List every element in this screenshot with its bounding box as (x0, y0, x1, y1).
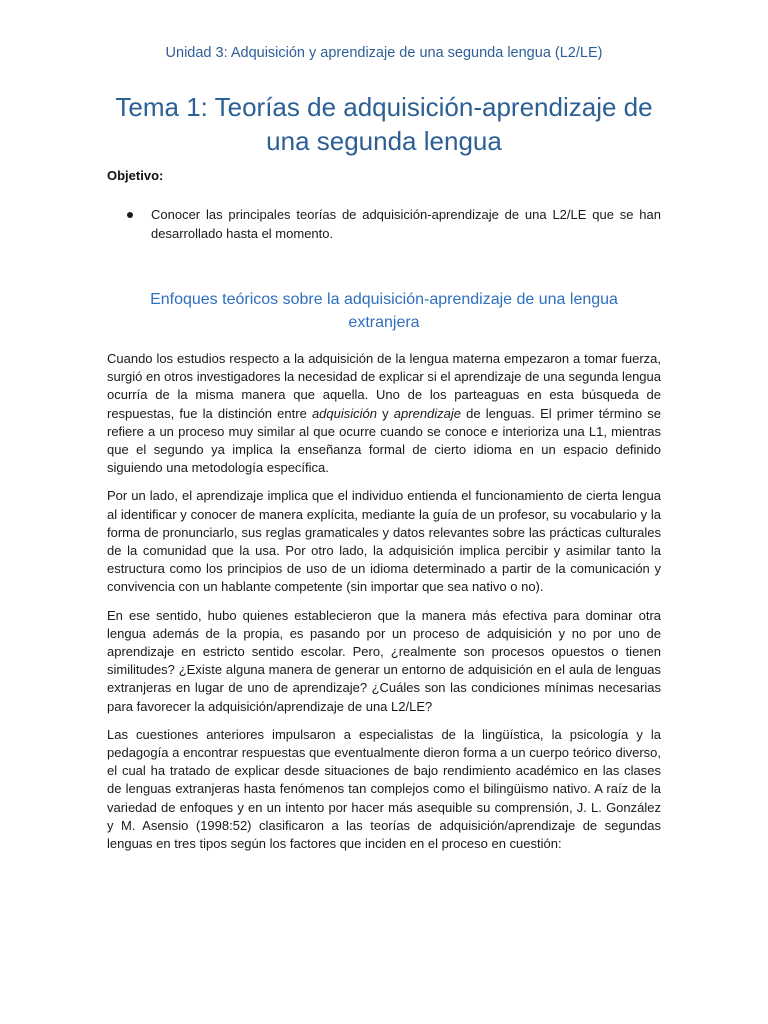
section-heading-line-1: Enfoques teóricos sobre la adquisición-aprendizaje de una lengua (150, 291, 618, 308)
paragraph-1-part-b: y (377, 405, 394, 421)
section-heading (107, 288, 661, 334)
section-heading-line-2: extranjera (348, 314, 420, 331)
objective-label: Objetivo: (107, 168, 164, 183)
paragraph-1-part-a: Cuando los estudios respecto a la adquisición de la lengua materna empezaron a tomar fuerza, surgió en otros investigadores la necesidad de explicar si el aprendizaje de una segunda lengua ocurría de la misma manera que aquella. Uno de los parteaguas en esta búsqueda de respuestas, fue la distinción entre (107, 351, 661, 421)
paragraph-4: Las cuestiones anteriores impulsaron a especialistas de la lingüística, la psicología y la pedagogía a encontrar respuestas que eventualmente dieron forma a un cuerpo teórico diverso, el cual ha tratado de explicar desde situaciones de bajo rendimiento académico en las clases de lenguas extranjeras hasta fenómenos tan complejos como el bilingüismo nativo. A raíz de la variedad de enfoques y en un intento por hacer más asequible su comprensión, J. L. González y M. Asensio (1998:52) clasificaron a las teorías de adquisición/aprendizaje de segundas lenguas en tres tipos según los factores que inciden en el proceso en cuestión: (107, 726, 661, 852)
paragraph-1 (107, 350, 661, 477)
objective-list (127, 205, 661, 243)
paragraph-1-part-c: de lenguas. El primer término se refiere a un proceso muy similar al que ocurre cuando se conoce e interioriza una L1, mientras que el segundo ya implica la enseñanza formal de cierto idioma en un espacio definido siguiendo una metodología específica. (107, 405, 661, 476)
page-title-line-1: Tema 1: Teorías de adquisición-aprendizaje de (115, 92, 653, 122)
unit-header: Unidad 3: Adquisición y aprendizaje de una segunda lengua (L2/LE) (165, 45, 603, 61)
paragraph-3: En ese sentido, hubo quienes establecieron que la manera más efectiva para dominar otra lengua además de la propia, es pasando por un proceso de adquisición y no por uno de aprendizaje en estricto sentido escolar. Pero, ¿realmente son procesos opuestos o tienen similitudes? ¿Existe alguna manera de generar un entorno de adquisición en el aula de lenguas extranjeras en lugar de uno de aprendizaje? ¿Cuáles son las condiciones mínimas necesarias para favorecer la adquisición/aprendizaje de una L2/LE? (107, 607, 661, 714)
page-title-line-2: una segunda lengua (266, 126, 502, 156)
objective-item-text: Conocer las principales teorías de adquisición-aprendizaje de una L2/LE que se han desarrollado hasta el momento. (151, 207, 661, 241)
paragraph-2: Por un lado, el aprendizaje implica que el individuo entienda el funcionamiento de cierta lengua al identificar y conocer de manera explícita, mediante la guía de un profesor, su vocabulario y la forma de pronunciarlo, sus reglas gramaticales y datos relevantes sobre las prácticas culturales de la comunidad que la usa. Por otro lado, la adquisición implica percibir y asimilar tanto la estructura como los principios de uso de un idioma determinado a partir de la comunicación y convivencia con un hablante competente (sin importar que sea nativo o no). (107, 488, 661, 595)
objective-item (127, 205, 661, 243)
term-aprendizaje: aprendizaje (393, 405, 462, 421)
term-adquisicion: adquisición (311, 405, 377, 421)
bullet-icon (127, 212, 133, 218)
page-title (84, 90, 684, 158)
body-text (107, 350, 661, 863)
